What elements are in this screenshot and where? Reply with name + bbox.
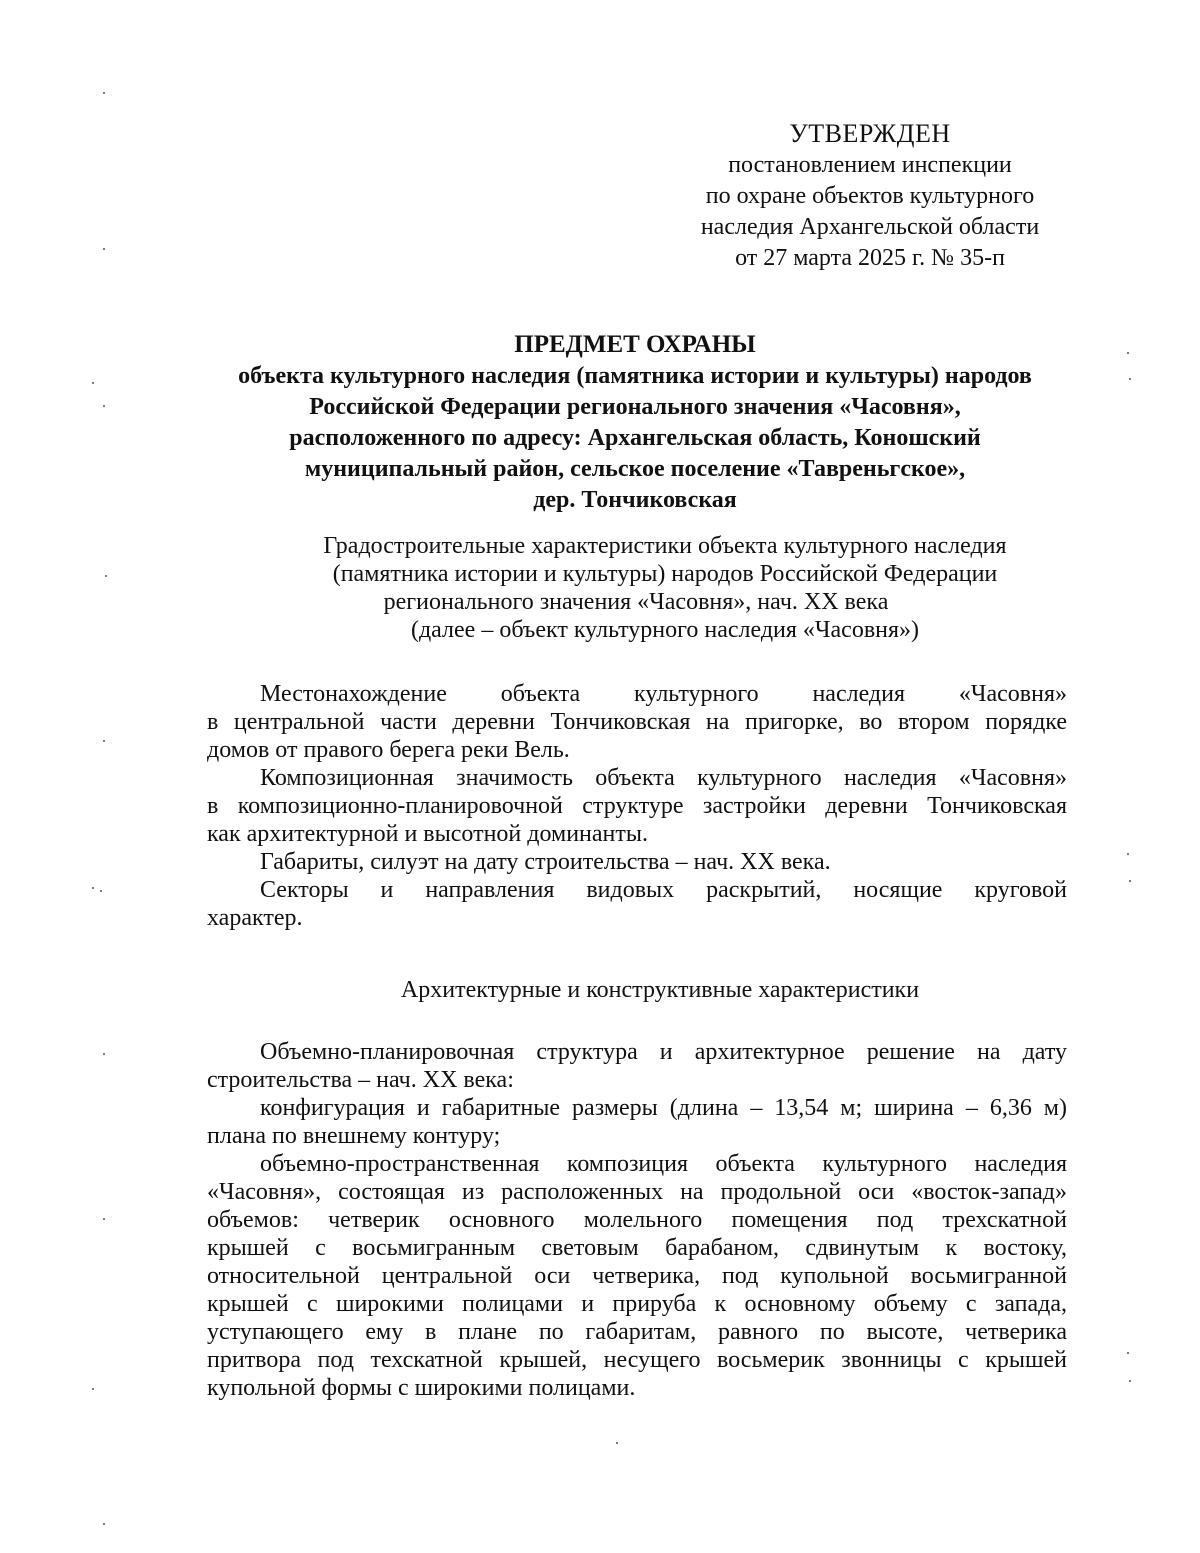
- scan-speck: [1129, 1380, 1131, 1382]
- paragraph-line: «Часовня», состоящая из расположенных на продольной оси «восток-запад»: [207, 1179, 1067, 1205]
- paragraph-line: объемно-пространственная композиция объекта культурного наследия: [260, 1151, 1067, 1177]
- scan-speck: [105, 575, 107, 577]
- paragraph-line: объемов: четверик основного молельного помещения под трехскатной: [207, 1207, 1067, 1233]
- scan-speck: [103, 1523, 105, 1525]
- document-subtitle-line: расположенного по адресу: Архангельская область, Коношский: [289, 425, 981, 451]
- scan-speck: [103, 740, 105, 742]
- document-subtitle-line: Российской Федерации регионального значения «Часовня»,: [309, 394, 961, 420]
- document-title-block: [190, 328, 1080, 516]
- paragraph-line: домов от правого берега реки Вель.: [207, 737, 570, 763]
- paragraph-line: плана по внешнему контуру;: [207, 1123, 501, 1149]
- approval-title: УТВЕРЖДЕН: [789, 119, 951, 148]
- section-heading-line: (далее – объект культурного наследия «Часовня»): [410, 617, 920, 643]
- document-subtitle-line: муниципальный район, сельское поселение «Тавреньгское»,: [304, 456, 966, 482]
- scan-speck: [103, 1053, 105, 1055]
- section-body-urban: [207, 680, 1067, 932]
- document-title: ПРЕДМЕТ ОХРАНЫ: [514, 331, 756, 358]
- paragraph-line: Местонахождение объекта культурного наследия «Часовня»: [260, 681, 1067, 707]
- paragraph-line: в композиционно-планировочной структуре застройки деревни Тончиковская: [207, 793, 1067, 819]
- scan-speck: [103, 1218, 105, 1220]
- paragraph-composition: [207, 764, 1067, 848]
- document-subtitle-line: дер. Тончиковская: [533, 487, 737, 513]
- paragraph-line: крышей с восьмигранным световым барабаном, сдвинутым к востоку,: [207, 1235, 1067, 1261]
- section-heading-architecture: Архитектурные и конструктивные характеристики: [400, 977, 920, 1003]
- scan-speck: [92, 887, 94, 889]
- paragraph-line: Габариты, силуэт на дату строительства – нач. XX века.: [260, 849, 831, 875]
- paragraph-line: конфигурация и габаритные размеры (длина – 13,54 м; ширина – 6,36 м): [260, 1095, 1067, 1121]
- paragraph-line: Объемно-планировочная структура и архитектурное решение на дату: [260, 1039, 1067, 1065]
- paragraph-dimensions: [207, 848, 1067, 876]
- scan-speck: [103, 92, 105, 94]
- approval-block: [640, 118, 1100, 274]
- section-heading-line: Градостроительные характеристики объекта культурного наследия: [323, 533, 1007, 559]
- scan-speck: [1127, 352, 1129, 354]
- paragraph-line: уступающего ему в плане по габаритам, равного по высоте, четверика: [207, 1319, 1067, 1345]
- scan-speck: [1129, 880, 1131, 882]
- paragraph-line: крышей с широкими полицами и прируба к основному объему с запада,: [207, 1291, 1067, 1317]
- scan-speck: [100, 890, 102, 892]
- section-body-architecture: [207, 1038, 1067, 1402]
- paragraph-line: как архитектурной и высотной доминанты.: [207, 821, 648, 847]
- scan-speck: [1127, 1352, 1129, 1354]
- paragraph-line: характер.: [207, 905, 303, 931]
- scan-speck: [103, 405, 105, 407]
- approval-line: по охране объектов культурного: [705, 183, 1035, 209]
- paragraph-structure: [207, 1038, 1067, 1094]
- paragraph-line: Секторы и направления видовых раскрытий, носящие круговой: [260, 877, 1067, 903]
- approval-line: от 27 марта 2025 г. № 35-п: [735, 245, 1005, 271]
- paragraph-view-sectors: [207, 876, 1067, 932]
- scan-speck: [92, 382, 94, 384]
- scan-speck: [1129, 378, 1131, 380]
- section-heading-line: (памятника истории и культуры) народов Российской Федерации: [332, 561, 998, 587]
- scan-speck: [103, 248, 105, 250]
- section-heading-line: регионального значения «Часовня», нач. XX века: [383, 589, 889, 615]
- paragraph-spatial-composition: [207, 1150, 1067, 1402]
- paragraph-line: строительства – нач. XX века:: [207, 1067, 514, 1093]
- section-heading-urban: [230, 532, 1100, 644]
- document-subtitle-line: объекта культурного наследия (памятника истории и культуры) народов: [238, 363, 1032, 389]
- paragraph-line: в центральной части деревни Тончиковская на пригорке, во втором порядке: [207, 709, 1067, 735]
- scan-speck: [1127, 853, 1129, 855]
- paragraph-location: [207, 680, 1067, 764]
- paragraph-line: притвора под техскатной крышей, несущего восьмерик звонницы с крышей: [207, 1347, 1067, 1373]
- scan-speck: [616, 1442, 618, 1444]
- paragraph-line: относительной центральной оси четверика, под купольной восьмигранной: [207, 1263, 1067, 1289]
- paragraph-line: Композиционная значимость объекта культурного наследия «Часовня»: [260, 765, 1067, 791]
- paragraph-line: купольной формы с широкими полицами.: [207, 1375, 636, 1401]
- paragraph-configuration: [207, 1094, 1067, 1150]
- approval-line: постановлением инспекции: [728, 152, 1012, 178]
- approval-line: наследия Архангельской области: [700, 214, 1040, 240]
- scan-speck: [92, 1388, 94, 1390]
